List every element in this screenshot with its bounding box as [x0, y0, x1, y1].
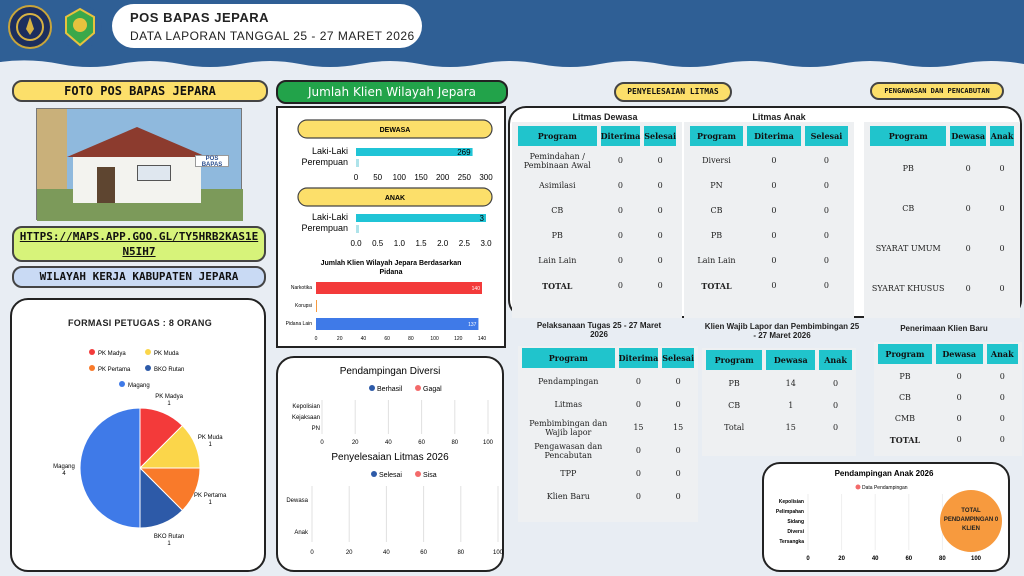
row-value: 0: [662, 372, 694, 391]
row-value: 0: [601, 150, 641, 171]
anak-label: ANAK: [384, 195, 406, 202]
row-label: PB: [870, 150, 946, 186]
anak-row-4: Tersangka: [779, 539, 804, 545]
row-label: PB: [878, 368, 932, 385]
row-value: 0: [644, 250, 676, 271]
row-value: 0: [987, 389, 1018, 406]
jumlah-card: [276, 106, 506, 348]
kemenkumham-logo: [8, 5, 52, 49]
table-header: Program: [518, 126, 597, 146]
row-value: 0: [805, 250, 848, 271]
pidana-cat-0: Narkotika: [290, 285, 312, 291]
anak-row-1: Pelimpahan: [775, 509, 804, 515]
table-header: Selesai: [644, 126, 676, 146]
diversi-tick-3: 60: [418, 440, 425, 446]
dewasa-perempuan-label: Perempuan: [301, 157, 348, 167]
table-header: Dewasa: [950, 126, 986, 146]
anak-tick-2: 40: [871, 556, 879, 562]
pie-label-3: BKO Rutan: [153, 534, 185, 541]
row-label: CMB: [878, 410, 932, 427]
diversi-tick-2: 40: [385, 440, 392, 446]
row-label: Asimilasi: [518, 175, 597, 196]
row-value: 0: [619, 395, 659, 414]
legend-label-4: Magang: [128, 383, 150, 389]
row-value: 0: [819, 418, 852, 436]
row-label: TOTAL: [518, 275, 597, 296]
diversi-row-1: Kejaksaan: [291, 415, 320, 421]
row-value: 0: [644, 200, 676, 221]
formasi-title: FORMASI PETUGAS : 8 ORANG: [67, 318, 212, 328]
table-row: [878, 431, 1018, 448]
pengawasan-label: PENGAWASAN DAN PENCABUTAN: [870, 82, 1004, 100]
row-label: Pemindahan / Pembinaan Awal: [518, 150, 597, 171]
dewasa-label: DEWASA: [379, 127, 411, 134]
table-row: [706, 396, 852, 414]
penyelesaian-label: PENYELESAIAN LITMAS: [614, 82, 732, 102]
diversi-legend-dot-1: [415, 385, 421, 391]
litmas-card: [508, 106, 1022, 318]
row-value: 0: [644, 275, 676, 296]
table-row: [690, 200, 848, 221]
wajib-title: Klien Wajib Lapor dan Pembimbingan 25 - 27 Maret 2026: [704, 322, 860, 340]
table-header: Program: [522, 348, 615, 368]
table-header: Dewasa: [936, 344, 983, 364]
litmas-tick-0: 0: [310, 550, 314, 556]
litmas-dewasa-table: [514, 122, 680, 300]
litmas-tick-5: 100: [492, 550, 504, 556]
penerimaan-table: [874, 340, 1022, 452]
table-row: [706, 418, 852, 436]
dewasa-tick-0: 0: [353, 173, 359, 182]
legend-label-0: PK Madya: [98, 351, 126, 357]
row-value: 0: [950, 150, 986, 186]
diversi-row-2: PN: [311, 426, 320, 432]
row-value: 0: [805, 175, 848, 196]
table-row: [690, 150, 848, 171]
dewasa-laki-label: Laki-Laki: [311, 146, 348, 156]
row-label: CB: [878, 389, 932, 406]
table-row: [522, 395, 694, 414]
table-row: [518, 275, 676, 296]
litmas-legend-dot-0: [371, 471, 377, 477]
litmas-tick-2: 40: [383, 550, 390, 556]
row-value: 0: [601, 200, 641, 221]
table-header: Diterima: [619, 348, 659, 368]
legend-dot-2: [89, 365, 95, 371]
table-row: [518, 250, 676, 271]
anak-row-3: Diversi: [787, 529, 804, 535]
row-value: 0: [747, 200, 801, 221]
anak-tick-2: 1.0: [393, 239, 405, 248]
row-value: 0: [950, 230, 986, 266]
jumlah-charts: [278, 108, 504, 346]
diversi-tick-0: 0: [320, 440, 324, 446]
pidana-bar-2: [316, 318, 478, 330]
pie-label-4: Magang: [53, 464, 75, 470]
row-value: 0: [747, 225, 801, 246]
legend-label-1: PK Muda: [154, 351, 179, 357]
table-row: [706, 374, 852, 392]
pidana-tick-5: 100: [430, 336, 439, 342]
anak-bar-0: [356, 214, 486, 222]
row-value: 0: [619, 464, 659, 483]
pie-label-2: PK Pertama: [194, 493, 227, 500]
anak-tick-5: 2.5: [458, 239, 470, 248]
table-header: Anak: [990, 126, 1014, 146]
row-label: SYARAT KHUSUS: [870, 270, 946, 306]
row-value: 0: [950, 190, 986, 226]
dewasa-bar-1: [356, 159, 359, 167]
legend-label-2: PK Pertama: [98, 367, 131, 373]
table-header: Selesai: [805, 126, 848, 146]
table-row: [522, 372, 694, 391]
table-row: [690, 225, 848, 246]
diversi-title: Pendampingan Diversi: [339, 366, 441, 377]
diversi-tick-1: 20: [351, 440, 359, 446]
row-value: 0: [619, 372, 659, 391]
pidana-tick-3: 60: [384, 336, 390, 342]
dewasa-tick-6: 300: [479, 173, 493, 182]
pidana-cat-1: Korupsi: [295, 303, 312, 309]
row-value: 0: [936, 410, 983, 427]
pemasyarakatan-logo: [58, 5, 102, 49]
pidana-tick-0: 0: [314, 336, 318, 342]
anak-row-0: Kepolisian: [778, 499, 804, 505]
pie-value-1: 1: [208, 441, 212, 448]
pidana-tick-1: 20: [336, 336, 343, 342]
row-value: 0: [990, 150, 1014, 186]
litmas-anak-title: Litmas Anak: [752, 112, 806, 122]
row-label: PB: [706, 374, 762, 392]
table-row: [870, 150, 1014, 186]
row-value: 0: [819, 374, 852, 392]
formasi-pie-chart: [12, 300, 268, 574]
anak-bar-value: 3: [479, 214, 484, 223]
table-row: [690, 175, 848, 196]
pidana-value-2: 137: [468, 322, 477, 328]
table-row: [878, 368, 1018, 385]
table-header: Dewasa: [766, 350, 815, 370]
row-value: 0: [990, 190, 1014, 226]
diversi-tick-4: 80: [451, 440, 459, 446]
table-header: Diterima: [601, 126, 641, 146]
legend-dot-4: [119, 381, 125, 387]
row-value: 0: [987, 410, 1018, 427]
row-value: 0: [936, 389, 983, 406]
litmas-tick-1: 20: [345, 550, 353, 556]
building-sign: POS BAPAS: [195, 155, 229, 167]
row-value: 0: [805, 225, 848, 246]
row-value: 0: [662, 464, 694, 483]
pidana-title-2: Pidana: [379, 269, 403, 276]
title-box: [112, 4, 422, 48]
row-value: 0: [619, 487, 659, 506]
table-header: Diterima: [747, 126, 801, 146]
row-label: Pembimbingan dan Wajib lapor: [522, 418, 615, 437]
anak-tick-1: 0.5: [372, 239, 384, 248]
dewasa-tick-5: 250: [457, 173, 472, 182]
dewasa-bar-value: 269: [457, 148, 471, 157]
litmas-anak-table: [686, 122, 852, 300]
table-header: Program: [878, 344, 932, 364]
row-label: Lain Lain: [518, 250, 597, 271]
diversi-card: [276, 356, 504, 572]
anak-tick-4: 2.0: [437, 239, 449, 248]
pie-value-0: 1: [167, 400, 171, 407]
table-row: [878, 410, 1018, 427]
table-header: Program: [690, 126, 743, 146]
row-value: 0: [601, 225, 641, 246]
litmas-tick-3: 60: [420, 550, 427, 556]
row-value: 0: [990, 270, 1014, 306]
diversi-legend-1: Gagal: [423, 386, 442, 393]
legend-dot-3: [145, 365, 151, 371]
pie-value-2: 1: [208, 500, 212, 507]
anak-legend-dot: [856, 485, 861, 490]
table-header: Selesai: [662, 348, 694, 368]
pidana-bar-0: [316, 282, 482, 294]
row-value: 15: [766, 418, 815, 436]
pidana-tick-2: 40: [360, 336, 367, 342]
anak-tick-6: 3.0: [480, 239, 492, 248]
anak-tick-3: 1.5: [415, 239, 427, 248]
row-label: Pendampingan: [522, 372, 615, 391]
row-label: TOTAL: [878, 431, 932, 448]
table-row: [522, 418, 694, 437]
row-value: 0: [644, 225, 676, 246]
pidana-bar-1: [316, 300, 317, 312]
table-row: [690, 250, 848, 271]
row-value: 0: [936, 431, 983, 448]
row-value: 0: [662, 395, 694, 414]
dewasa-tick-3: 150: [414, 173, 428, 182]
pengawasan-table: [866, 122, 1018, 310]
row-value: 0: [805, 150, 848, 171]
row-value: 0: [601, 250, 641, 271]
formasi-card: [10, 298, 266, 572]
table-row: [518, 225, 676, 246]
row-value: 0: [747, 175, 801, 196]
dewasa-tick-2: 100: [392, 173, 407, 182]
anak-laki-label: Laki-Laki: [311, 212, 348, 222]
row-value: 0: [644, 175, 676, 196]
anak-row-2: Sidang: [787, 519, 804, 525]
maps-link[interactable]: HTTPS://MAPS.APP.GOO.GL/TY5HRB2KAS1EN5IH7: [12, 226, 266, 262]
tugas-title: Pelaksanaan Tugas 25 - 27 Maret 2026: [536, 321, 662, 339]
row-value: 0: [601, 175, 641, 196]
diversi-legend-0: Berhasil: [377, 386, 403, 393]
litmas-chart-title: Penyelesaian Litmas 2026: [331, 452, 449, 463]
litmas-tick-4: 80: [457, 550, 465, 556]
litmas-row-1: Anak: [294, 530, 308, 536]
pidana-tick-4: 80: [408, 336, 414, 342]
diversi-row-0: Kepolisian: [292, 404, 320, 410]
row-value: 0: [662, 441, 694, 460]
legend-dot-0: [89, 349, 95, 355]
row-label: CB: [518, 200, 597, 221]
row-value: 0: [987, 368, 1018, 385]
row-label: TPP: [522, 464, 615, 483]
table-row: [522, 464, 694, 483]
table-row: [870, 190, 1014, 226]
jumlah-title: Jumlah Klien Wilayah Jepara: [276, 80, 508, 104]
pidana-cat-2: Pidana Lain: [285, 321, 312, 327]
row-label: Litmas: [522, 395, 615, 414]
pie-label-1: PK Muda: [197, 434, 223, 441]
row-value: 15: [619, 418, 659, 437]
row-label: Pengawasan dan Pencabutan: [522, 441, 615, 460]
row-value: 15: [662, 418, 694, 437]
anak-title: Pendampingan Anak 2026: [834, 469, 934, 478]
row-value: 0: [819, 396, 852, 414]
table-row: [518, 200, 676, 221]
row-label: PN: [690, 175, 743, 196]
diversi-tick-5: 100: [482, 440, 494, 446]
table-row: [522, 441, 694, 460]
anak-perempuan-label: Perempuan: [301, 223, 348, 233]
anak-tick-5: 100: [970, 556, 982, 562]
pidana-tick-6: 120: [454, 336, 463, 342]
dewasa-bar-0: [356, 148, 473, 156]
row-value: 0: [987, 431, 1018, 448]
foto-label: FOTO POS BAPAS JEPARA: [12, 80, 268, 102]
total-pendampingan-badge: TOTAL PENDAMPINGAN 0 KLIEN: [940, 490, 1002, 552]
table-header: Program: [706, 350, 762, 370]
page-title: POS BAPAS JEPARA: [130, 10, 269, 25]
row-value: 0: [950, 270, 986, 306]
row-value: 0: [936, 368, 983, 385]
table-row: [870, 270, 1014, 306]
pidana-tick-7: 140: [477, 336, 487, 342]
wilayah-label: WILAYAH KERJA KABUPATEN JEPARA: [12, 266, 266, 288]
wajib-table: [702, 346, 856, 440]
anak-tick-0: 0.0: [350, 239, 362, 248]
litmas-legend-dot-1: [415, 471, 421, 477]
legend-label-3: BKO Rutan: [154, 367, 185, 373]
tugas-table: [518, 344, 698, 510]
anak-tick-4: 80: [939, 556, 946, 562]
litmas-legend-0: Selesai: [379, 472, 402, 479]
litmas-legend-1: Sisa: [423, 472, 437, 479]
row-value: 0: [747, 275, 801, 296]
row-value: 0: [805, 200, 848, 221]
pie-value-4: 4: [62, 471, 66, 477]
row-value: 14: [766, 374, 815, 392]
pidana-title-1: Jumlah Klien Wilayah Jepara Berdasarkan: [320, 260, 462, 267]
pie-label-0: PK Madya: [155, 393, 183, 400]
anak-tick-0: 0: [806, 556, 810, 562]
row-value: 0: [662, 487, 694, 506]
penerimaan-title: Penerimaan Klien Baru: [900, 324, 988, 333]
anak-tick-3: 60: [905, 556, 913, 562]
pie-slice-4: [80, 408, 140, 528]
anak-bar-1: [356, 225, 359, 233]
row-label: SYARAT UMUM: [870, 230, 946, 266]
anak2026-card: [762, 462, 1010, 572]
pidana-value-0: 140: [471, 286, 480, 292]
diversi-charts: [278, 358, 502, 570]
building-photo: [36, 108, 242, 220]
table-row: [518, 150, 676, 171]
litmas-dewasa-title: Litmas Dewasa: [572, 112, 638, 122]
diversi-legend-dot-0: [369, 385, 375, 391]
row-label: PB: [690, 225, 743, 246]
row-value: 0: [644, 150, 676, 171]
row-label: Lain Lain: [690, 250, 743, 271]
row-value: 0: [747, 150, 801, 171]
table-row: [878, 389, 1018, 406]
row-value: 0: [619, 441, 659, 460]
row-label: PB: [518, 225, 597, 246]
legend-dot-1: [145, 349, 151, 355]
row-value: 0: [601, 275, 641, 296]
row-label: CB: [706, 396, 762, 414]
litmas-row-0: Dewasa: [286, 498, 308, 504]
row-value: 0: [990, 230, 1014, 266]
dewasa-tick-1: 50: [373, 173, 383, 182]
anak-tick-1: 20: [838, 556, 845, 562]
dewasa-tick-4: 200: [435, 173, 450, 182]
table-row: [518, 175, 676, 196]
row-value: 1: [766, 396, 815, 414]
row-label: CB: [870, 190, 946, 226]
table-header: Anak: [819, 350, 852, 370]
row-value: 0: [805, 275, 848, 296]
table-row: [870, 230, 1014, 266]
table-row: [690, 275, 848, 296]
row-label: Total: [706, 418, 762, 436]
row-label: Diversi: [690, 150, 743, 171]
pie-value-3: 1: [167, 541, 171, 548]
table-header: Program: [870, 126, 946, 146]
row-label: Klien Baru: [522, 487, 615, 506]
page-subtitle: DATA LAPORAN TANGGAL 25 - 27 MARET 2026: [130, 29, 415, 43]
row-value: 0: [747, 250, 801, 271]
anak-legend: Data Pendampingan: [862, 485, 908, 491]
table-row: [522, 487, 694, 506]
table-header: Anak: [987, 344, 1018, 364]
row-label: CB: [690, 200, 743, 221]
row-label: TOTAL: [690, 275, 743, 296]
